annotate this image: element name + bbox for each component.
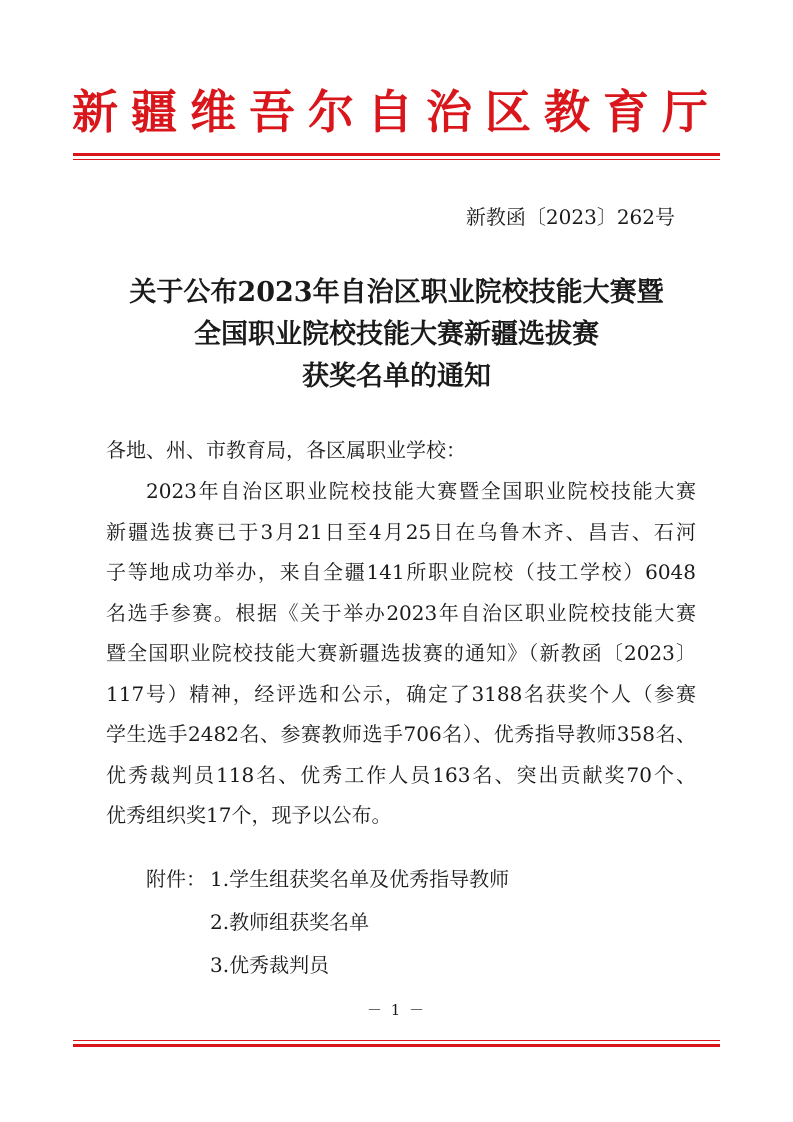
body-line: 名选手参赛。根据《关于举办2023年自治区职业院校技能大赛 xyxy=(106,600,696,625)
body-line: 优秀裁判员118名、优秀工作人员163名、突出贡献奖70个、 xyxy=(106,762,696,787)
attachments xyxy=(146,858,509,987)
header-rule-thick xyxy=(73,153,720,156)
title-line: 全国职业院校技能大赛新疆选拔赛 xyxy=(194,319,599,350)
footer-rule-thick xyxy=(73,1044,720,1047)
attachment-item: 3.优秀裁判员 xyxy=(210,953,330,977)
attachment-item: 1.学生组获奖名单及优秀指导教师 xyxy=(210,867,510,891)
body-paragraph xyxy=(106,471,696,836)
attachment-item: 2.教师组获奖名单 xyxy=(210,910,370,934)
document-number: 新教函〔2023〕262号 xyxy=(465,205,675,229)
body-line: 新疆选拔赛已于3月21日至4月25日在乌鲁木齐、昌吉、石河 xyxy=(106,519,696,544)
organization-header: 新疆维吾尔自治区教育厅 xyxy=(72,85,721,139)
document-title xyxy=(0,272,793,398)
attachments-label: 附件： xyxy=(146,867,206,891)
page-number: － 1 － xyxy=(366,1001,427,1019)
attachment-row xyxy=(146,901,509,944)
salutation: 各地、州、市教育局，各区属职业学校： xyxy=(106,438,466,462)
body-line: 子等地成功举办，来自全疆141所职业院校（技工学校）6048 xyxy=(106,560,696,584)
body-line: 优秀组织奖17个，现予以公布。 xyxy=(106,803,392,827)
header-rule-thin xyxy=(73,159,720,160)
title-line: 获奖名单的通知 xyxy=(302,361,491,392)
title-line: 关于公布2023年自治区职业院校技能大赛暨 xyxy=(129,277,664,308)
body-line: 暨全国职业院校技能大赛新疆选拔赛的通知》（新教函〔2023〕 xyxy=(106,641,696,665)
body-line: 2023年自治区职业院校技能大赛暨全国职业院校技能大赛 xyxy=(146,479,696,503)
body-line: 学生选手2482名、参赛教师选手706名）、优秀指导教师358名、 xyxy=(106,722,696,746)
footer-rule-thin xyxy=(73,1040,720,1041)
body-line: 117号）精神，经评选和公示，确定了3188名获奖个人（参赛 xyxy=(106,681,696,706)
attachment-row xyxy=(146,858,509,901)
attachment-row xyxy=(146,944,509,987)
